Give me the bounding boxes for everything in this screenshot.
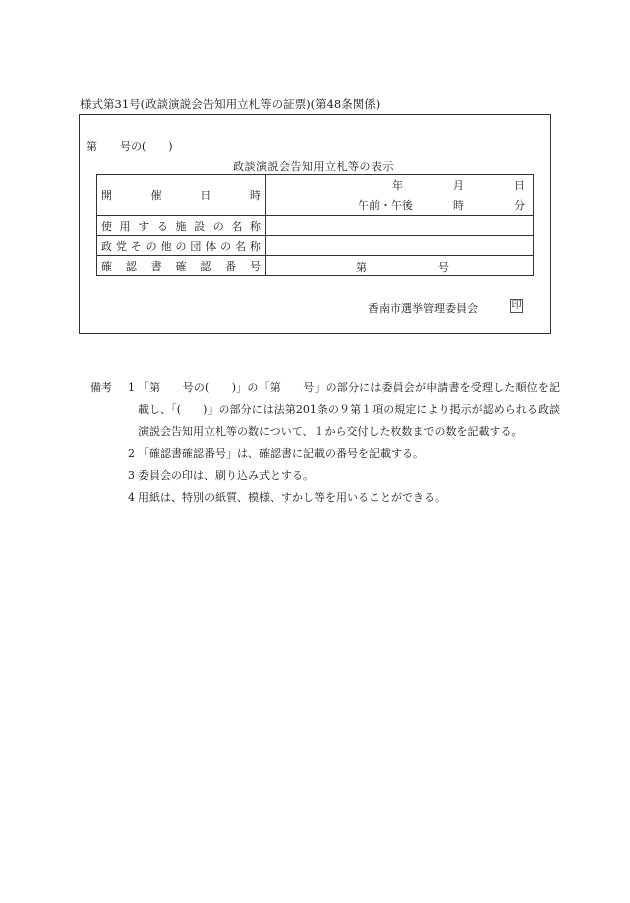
time-minute: 分 <box>514 199 525 212</box>
date-year: 年 <box>392 179 403 192</box>
note-number: 1 <box>128 381 135 394</box>
label-char: の <box>175 239 187 253</box>
label-char: 施 <box>175 219 187 233</box>
display-table <box>96 174 534 276</box>
party-label <box>97 236 266 256</box>
label-char: 日 <box>200 189 212 202</box>
number-prefix: 第 <box>86 140 97 153</box>
label-char: 開 <box>101 189 112 202</box>
notes-heading: 備考 <box>90 381 112 394</box>
label-char: 番 <box>225 259 237 273</box>
label-char: の <box>212 219 224 233</box>
note-number: 4 <box>128 491 135 504</box>
label-char: の <box>220 239 232 253</box>
facility-row <box>97 216 534 236</box>
label-char: 名 <box>235 239 247 253</box>
ampm: 午前・午後 <box>358 199 413 212</box>
label-char: る <box>156 219 168 233</box>
label-char: 称 <box>249 239 261 253</box>
facility-value <box>266 216 534 236</box>
label-char: 体 <box>205 239 217 253</box>
label-char: 党 <box>115 239 127 253</box>
label-char: 認 <box>200 259 212 273</box>
committee-name: 香南市選挙管理委員会 <box>368 302 478 315</box>
label-char: 名 <box>231 219 243 233</box>
label-char: 確 <box>175 259 187 273</box>
note-text: 用紙は、特別の紙質、模様、すかし等を用いることができる。 <box>138 491 446 504</box>
label-char: 認 <box>125 259 137 273</box>
party-value <box>266 236 534 256</box>
label-char: の <box>145 239 157 253</box>
date-value-top <box>266 175 534 196</box>
label-char: 称 <box>250 219 261 233</box>
date-label <box>97 175 266 216</box>
note-item <box>90 377 560 443</box>
certificate-number-line <box>86 138 173 154</box>
note-text: 「確認書確認番号」は、確認書に記載の番号を記載する。 <box>138 447 424 460</box>
label-char: す <box>138 219 150 233</box>
note-number: 2 <box>128 447 135 460</box>
date-value-bottom <box>266 195 534 216</box>
note-item <box>90 487 560 509</box>
confirm-value <box>266 256 534 276</box>
label-char: 催 <box>150 189 162 202</box>
label-char: 設 <box>194 219 206 233</box>
confirm-label <box>97 256 266 276</box>
facility-label <box>97 216 266 236</box>
party-row <box>97 236 534 256</box>
label-char: 使 <box>101 219 112 233</box>
date-label-chars <box>101 187 261 203</box>
confirm-dai: 第 <box>356 261 367 274</box>
label-char: そ <box>130 239 142 253</box>
label-char: 政 <box>101 239 112 253</box>
time-hour: 時 <box>453 199 464 212</box>
label-char: 確 <box>101 259 112 273</box>
label-char: 号 <box>249 259 261 273</box>
confirm-go: 号 <box>438 261 449 274</box>
date-day: 日 <box>514 179 525 192</box>
label-char: 時 <box>249 189 261 202</box>
number-suffix: 号の( ) <box>120 140 173 153</box>
notes-section <box>90 377 560 509</box>
date-row <box>97 175 534 196</box>
note-number: 3 <box>128 469 135 482</box>
label-char: 団 <box>190 239 202 253</box>
date-month: 月 <box>453 179 464 192</box>
form-title: 様式第31号(政談演説会告知用立札等の証票)(第48条関係) <box>80 97 381 111</box>
label-char: 用 <box>119 219 131 233</box>
label-char: 他 <box>160 239 172 253</box>
label-char: 書 <box>150 259 162 273</box>
table-title: 政談演説会告知用立札等の表示 <box>233 160 394 173</box>
note-text: 委員会の印は、刷り込み式とする。 <box>138 469 314 482</box>
confirm-row <box>97 256 534 276</box>
note-item <box>90 465 560 487</box>
note-text: 「第 号の( )」の「第 号」の部分には委員会が申請書を受理した順位を記載し、「( )」の部分には法第201条の９第１項の規定により掲示が認められる政談演説会告知用立札等の数について、１から交付した枚数までの数を記載する。 <box>138 381 560 438</box>
note-item <box>90 443 560 465</box>
seal-stamp: 印 <box>511 300 522 311</box>
